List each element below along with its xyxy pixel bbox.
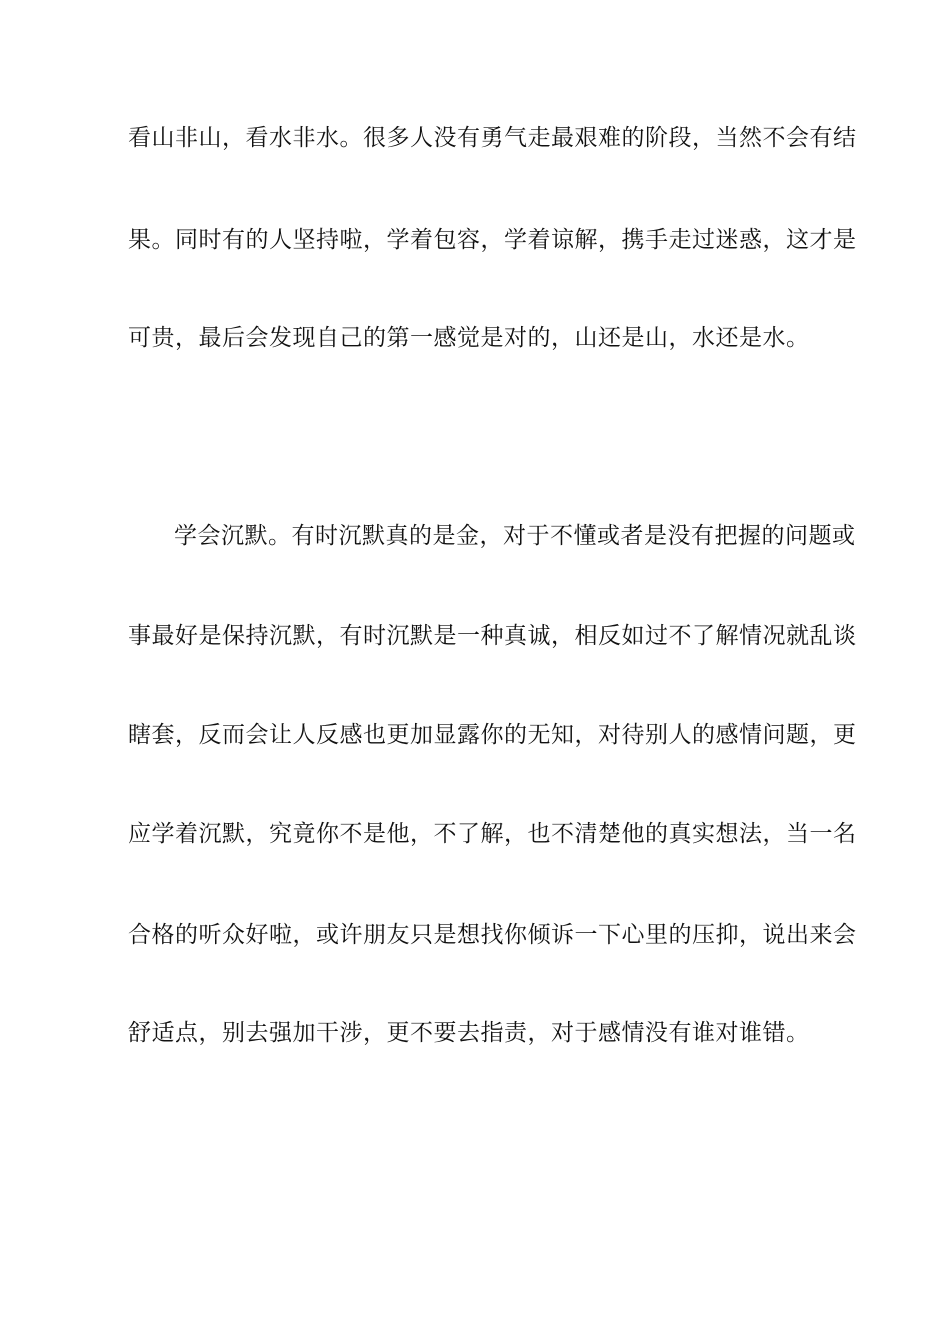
text-line: 事最好是保持沉默，有时沉默是一种真诚，相反如过不了解情况就乱谈 [128,623,857,649]
text-line: 学会沉默。有时沉默真的是金，对于不懂或者是没有把握的问题或 [174,523,856,549]
text-line: 舒适点，别去强加干涉，更不要去指责，对于感情没有谁对谁错。 [128,1020,810,1046]
text-line: 应学着沉默，究竟你不是他，不了解，也不清楚他的真实想法，当一名 [128,821,857,847]
text-line: 看山非山，看水非水。很多人没有勇气走最艰难的阶段，当然不会有结 [128,125,857,151]
text-line: 合格的听众好啦，或许朋友只是想找你倾诉一下心里的压抑，说出来会 [128,922,857,948]
text-line: 可贵，最后会发现自己的第一感觉是对的，山还是山，水还是水。 [128,325,810,351]
text-line: 果。同时有的人坚持啦，学着包容，学着谅解，携手走过迷惑，这才是 [128,227,857,253]
text-line: 瞎套，反而会让人反感也更加显露你的无知，对待别人的感情问题，更 [128,722,857,748]
